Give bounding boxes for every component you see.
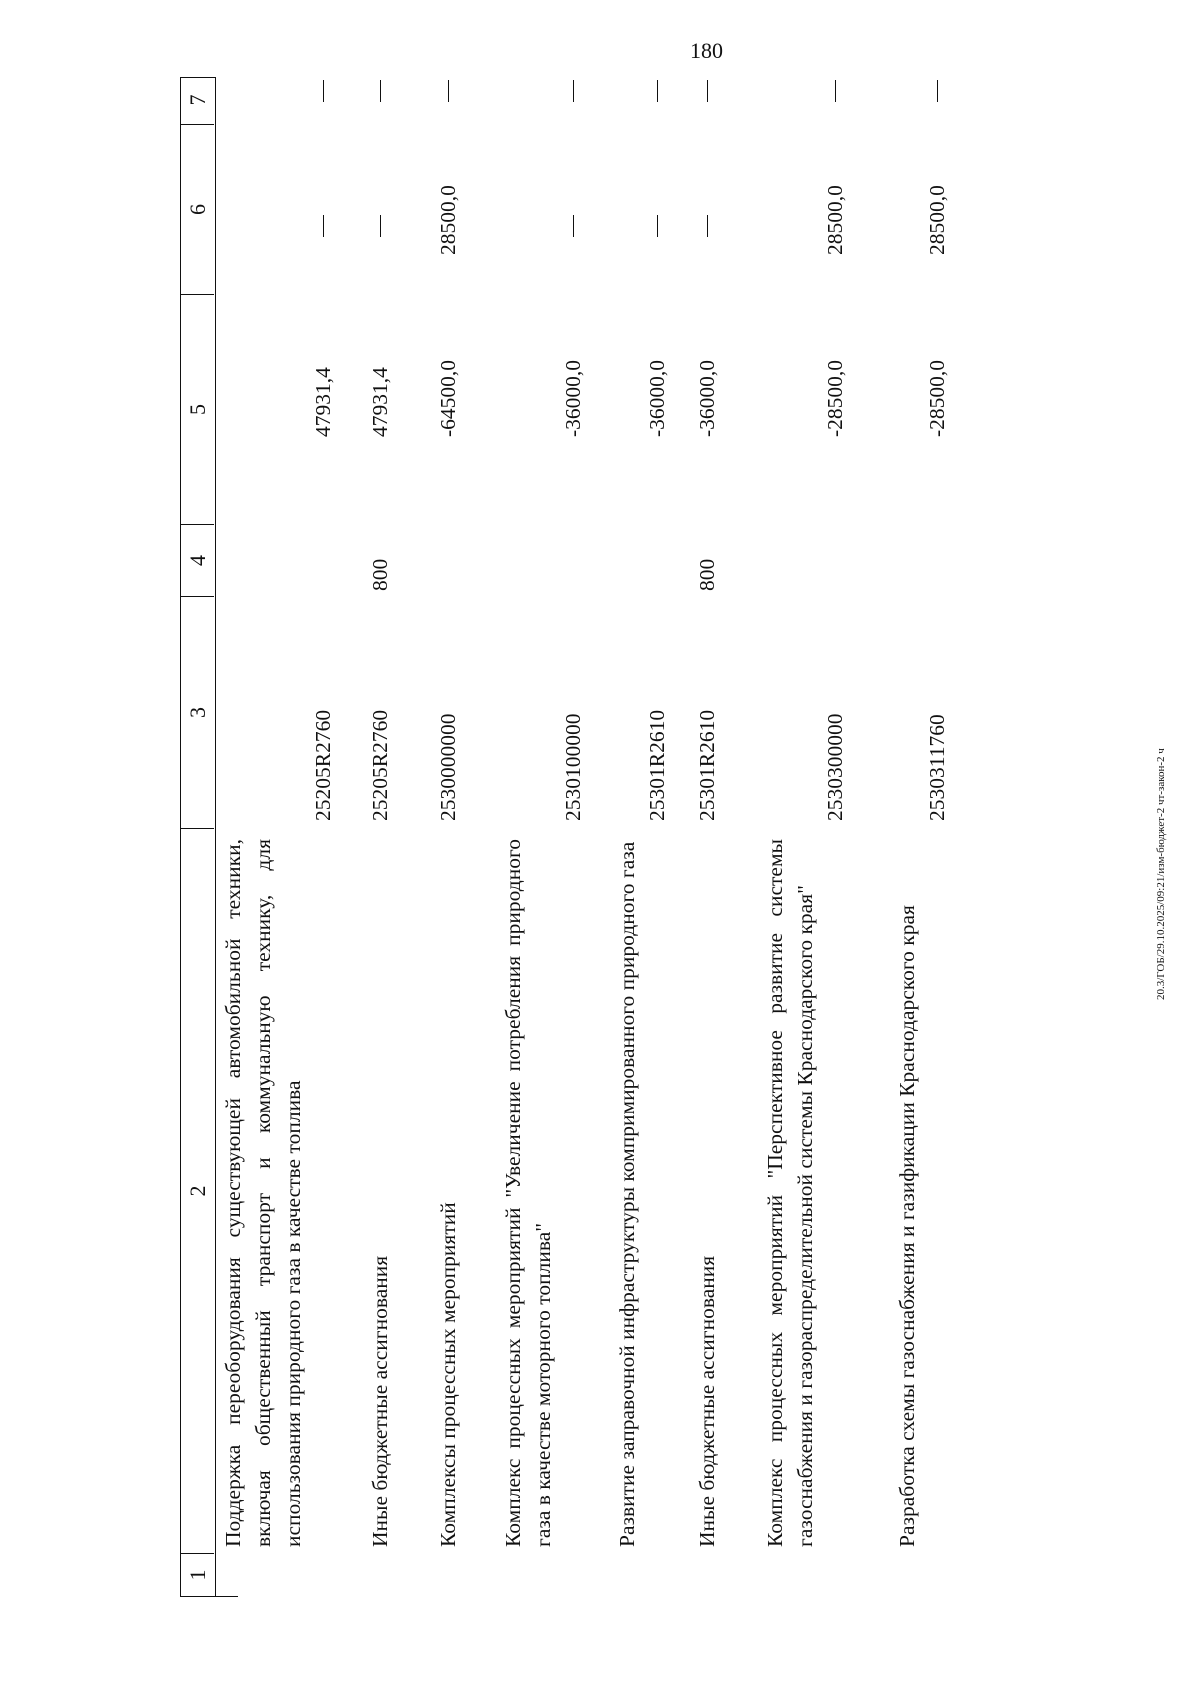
row-value-5: -36000,0 [561, 359, 585, 437]
row-code: 2530311760 [925, 714, 949, 821]
row-code: 25205R2760 [311, 709, 335, 821]
footer-stamp: 20.3/ГОБ/29.10.2025/09:21/изм-бюджет-2 чт-закон-2 ч [1155, 748, 1167, 1000]
header-col-4: 4 [181, 524, 214, 596]
row-value-5: -36000,0 [695, 359, 719, 437]
table-row [612, 77, 672, 1597]
row-name: Разработка схемы газоснабжения и газификации Краснодарского края [895, 905, 919, 1547]
dash-mark [835, 80, 836, 102]
dash-mark [380, 215, 381, 237]
row-name: Иные бюджетные ассигнования [695, 1255, 719, 1547]
table-row [498, 77, 588, 1597]
table-row [760, 77, 850, 1597]
row-type: 800 [368, 558, 392, 591]
row-name: Иные бюджетные ассигнования [368, 1255, 392, 1547]
row-value-5: 47931,4 [368, 367, 392, 437]
row-name: Комплексы процессных мероприятий [436, 1202, 460, 1547]
row-code: 25301R2610 [645, 709, 669, 821]
table-row [892, 77, 952, 1597]
dash-mark [937, 80, 938, 102]
row-value-5: -28500,0 [925, 359, 949, 437]
dash-mark [657, 80, 658, 102]
row-code: 25205R2760 [368, 709, 392, 821]
header-col-2: 2 [181, 828, 214, 1553]
dash-mark [707, 215, 708, 237]
table-row [692, 77, 722, 1597]
dash-mark [448, 80, 449, 102]
row-value-5: -64500,0 [436, 359, 460, 437]
row-value-6: 28500,0 [925, 185, 949, 255]
row-name: Развитие заправочной инфраструктуры компримированного природного газа [615, 841, 639, 1547]
row-name: Комплекс процессных мероприятий "Увеличение потребления природного газа в качестве моторного топлива" [501, 839, 555, 1547]
dash-mark [707, 80, 708, 102]
row-name: Комплекс процессных мероприятий "Перспективное развитие системы газоснабжения и газораспределительной системы Краснодарского края" [763, 839, 817, 1547]
header-col-6: 6 [181, 124, 214, 294]
dash-mark [657, 215, 658, 237]
header-col-3: 3 [181, 596, 214, 828]
header-col-5: 5 [181, 294, 214, 524]
row-value-5: -36000,0 [645, 359, 669, 437]
header-col-1: 1 [181, 1553, 214, 1596]
table-header-row [180, 77, 216, 1597]
budget-table [180, 77, 1030, 1597]
dash-mark [323, 215, 324, 237]
page-number: 180 [690, 38, 723, 63]
row-code: 2530300000 [823, 713, 847, 821]
row-value-5: -28500,0 [823, 359, 847, 437]
row-code: 2530100000 [561, 713, 585, 821]
row-value-6: 28500,0 [436, 185, 460, 255]
dash-mark [380, 80, 381, 102]
dash-mark [573, 215, 574, 237]
dash-mark [573, 80, 574, 102]
row-value-5: 47931,4 [311, 367, 335, 437]
header-col-7: 7 [185, 94, 210, 106]
row-value-6: 28500,0 [823, 185, 847, 255]
table-row [433, 77, 463, 1597]
table-row [365, 77, 395, 1597]
row-code: 25301R2610 [695, 709, 719, 821]
row-type: 800 [695, 558, 719, 591]
row-name: Поддержка переоборудования существующей автомобильной техники, включая общественный транспорт и коммунальную технику, для использования природного газа в качестве топлива [221, 839, 305, 1547]
table-row [218, 77, 338, 1597]
row-code: 2530000000 [436, 713, 460, 821]
dash-mark [323, 80, 324, 102]
